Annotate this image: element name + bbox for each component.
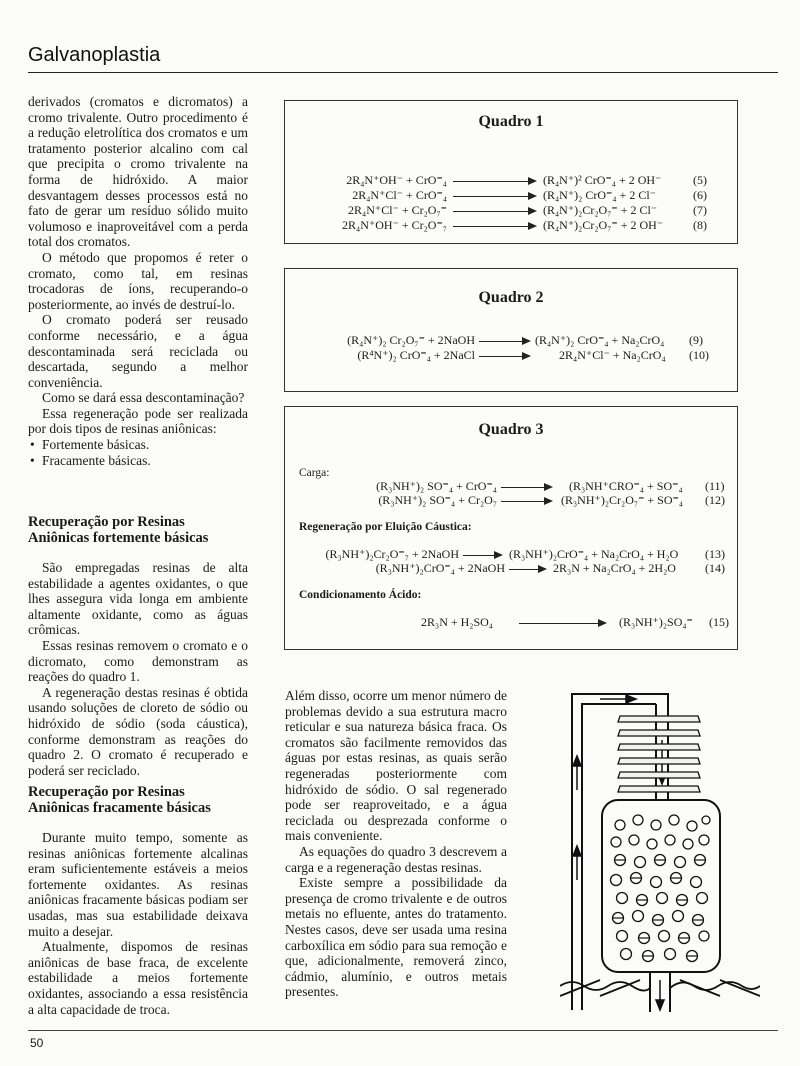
cooling-fins [618,716,700,806]
equation-left: 2R₄N⁺OH⁻ + CrO⁼₄ [346,173,447,187]
equation-left: 2R₄N⁺OH⁻ + Cr₂O⁼₇ [342,218,447,232]
paragraph: Como se dará essa descontaminação? [42,390,245,406]
quadro-3-box [284,406,738,650]
equation-right: (R₄N⁺)₂ CrO⁼₄ + 2 Cl⁻ [543,188,656,202]
condicionamento-label: Condicionamento Ácido: [299,589,422,601]
page-number: 50 [30,1036,44,1050]
equation-left: 2R₄N⁺Cl⁻ + CrO⁼₄ [352,188,447,202]
equation-number: (14) [705,561,725,575]
equation-left: (R₃NH⁺)₂CrO⁼₄ + 2NaOH [375,561,505,575]
left-column-top [28,94,248,468]
reaction-arrow [453,181,535,182]
outlet-arrow [656,980,664,1010]
reaction-arrow [453,211,535,212]
equation-left: (R₃NH⁺)₂ SO⁼₄ + Cr₂O₇ [378,493,497,507]
header-rule [28,72,778,73]
bullet-item: • Fracamente básicas. [42,453,248,469]
reaction-arrow [501,501,551,502]
equation-left: 2R₄N⁺Cl⁻ + Cr₂O₇⁼ [348,203,447,217]
equation-number: (8) [693,218,707,232]
equation-right: (R₃NH⁺)₂SO₄⁼ [619,615,693,629]
paragraph: Durante muito tempo, somente as resinas aniônicas fortemente alcalinas eram suficientemente estáveis a meios fortemente oxidantes. As resinas aniônicas fracamente básicas podiam ser usadas, mas sua estabilidade deixava muito a desejar. [28,830,248,939]
page-header-title: Galvanoplastia [28,44,161,66]
carga-label: Carga: [299,467,330,479]
equation-number: (15) [709,615,729,629]
section-heading: Recuperação por Resinas Aniônicas fortemente básicas [28,514,209,546]
left-column-section2 [28,784,248,1017]
middle-column [285,688,507,1000]
equation-number: (13) [705,547,725,561]
regeneracao-label: Regeneração por Eluição Cáustica: [299,521,472,533]
paragraph: Essa regeneração pode ser realizada por dois tipos de resinas aniônicas: [28,405,248,437]
paragraph: Além disso, ocorre um menor número de problemas devido a sua estrutura macro reticular e sua natureza básica fraca. Os cromatos são facilmente removidos das águas por estas resinas, as quais serão regeneradas posteriormente com hidróxido de sódio. O sal regenerado pode ser reaproveitado, e a água reciclada ou desprezada conforme o mais conveniente. [285,688,507,844]
reaction-arrow [453,226,535,227]
ion-exchange-column-diagram [560,680,760,1025]
paragraph: derivados (cromatos e dicromatos) a cromo trivalente. Outro procedimento é a redução eletrolítica dos cromatos e um tratamento posterior alcalino com cal que precipita o cromo trivalente na forma de hidróxido. A maior desvantagem desses processos está no fato de gerar um resíduo sólido muito volumoso e inaproveitável com a perda total dos cromatos. [28,94,248,250]
reaction-arrow [519,623,605,624]
quadro-2-box [284,268,738,392]
equation-right: (R₃NH⁺)₂Cr₂O₇⁼ + SO⁼₄ [561,493,684,507]
equation-right: (R₄N⁺)₂Cr₂O₇⁼ + 2 OH⁻ [543,218,664,232]
quadro-title: Quadro 2 [478,289,544,306]
paragraph: As equações do quadro 3 descrevem a carga e a regeneração destas resinas. [285,843,507,875]
equation-number: (12) [705,493,725,507]
equation-right: (R₄N⁺)₂Cr₂O₇⁼ + 2 Cl⁻ [543,203,658,217]
reaction-arrow [463,555,501,556]
equation-left: (R₃NH⁺)₂Cr₂O⁼₇ + 2NaOH [325,547,459,561]
reaction-arrow [453,196,535,197]
equation-right: (R₃NH⁺CRO⁼₄ + SO⁼₄ [569,479,683,493]
equation-right: (R₄N⁺)² CrO⁼₄ + 2 OH⁻ [543,173,662,187]
equation-number: (7) [693,203,707,217]
bullet-list [28,437,248,468]
equation-left: (R₄N⁺)₂ Cr₂O₇⁼ + 2NaOH [347,333,475,347]
equation-number: (9) [689,333,703,347]
reaction-arrow [479,356,529,357]
quadro-title: Quadro 3 [478,421,544,438]
equation-right: (R₄N⁺)₂ CrO⁼₄ + Na₂CrO₄ [535,333,665,347]
equation-left: 2R₃N + H₂SO₄ [421,615,493,629]
footer-rule [28,1030,778,1031]
section-heading: Recuperação por Resinas Aniônicas fracamente básicas [28,784,211,816]
paragraph: Essas resinas removem o cromato e o dicromato, como demonstram as reações do quadro 1. [28,637,248,685]
equation-right: (R₃NH⁺)₂CrO⁼₄ + Na₂CrO₄ + H₂O [509,547,679,561]
paragraph: São empregadas resinas de alta estabilidade a agentes oxidantes, o que lhes assegura vida longa em ambiente altamente oxidante, como as águas crômicas. [28,560,248,638]
quadro-1-box [284,100,738,244]
paragraph: Atualmente, dispomos de resinas aniônicas de base fraca, de excelente estabilidade a meios fortemente oxidantes, associando a essa resistência a alta capacidade de troca. [28,939,248,1017]
bullet-item: • Fortemente básicas. [42,437,248,453]
equation-number: (5) [693,173,707,187]
paragraph: O cromato poderá ser reusado conforme necessário, e a água descontaminada será reciclada ou descartada, segundo a melhor conveniência. [28,312,248,390]
equation-number: (10) [689,348,709,362]
paragraph: O método que propomos é reter o cromato, como tal, em resinas trocadoras de íons, recuperando-o posteriormente, ao invés de destruí-lo. [28,249,248,312]
paragraph: Existe sempre a possibilidade da presença de cromo trivalente e de outros metais no efluente, antes do tratamento. Nestes casos, deve ser usada uma resina carboxílica em sódio para sua remoção e que, adicionalmente, removerá zinco, cádmio, alumínio, e outros metais presentes. [285,875,507,1000]
equation-right: 2R₄N⁺Cl⁻ + Na₂CrO₄ [559,348,666,362]
equation-right: 2R₃N + Na₂CrO₄ + 2H₂O [553,561,676,575]
reaction-arrow [501,487,551,488]
reaction-arrow [479,341,529,342]
equation-number: (6) [693,188,707,202]
paragraph: A regeneração destas resinas é obtida usando soluções de cloreto de sódio ou hidróxido de sódio (soda cáustica), conforme demonstram as reações do quadro 2. O cromato é recuperado e poderá ser reciclado. [28,684,248,778]
reaction-arrow [509,569,545,570]
equation-left: (R⁴N⁺)₂ CrO⁼₄ + 2NaCl [357,348,475,362]
quadro-title: Quadro 1 [478,113,544,130]
left-column-section1 [28,514,248,778]
equation-number: (11) [705,479,725,493]
equation-left: (R₃NH⁺)₂ SO⁼₄ + CrO⁼₄ [376,479,497,493]
